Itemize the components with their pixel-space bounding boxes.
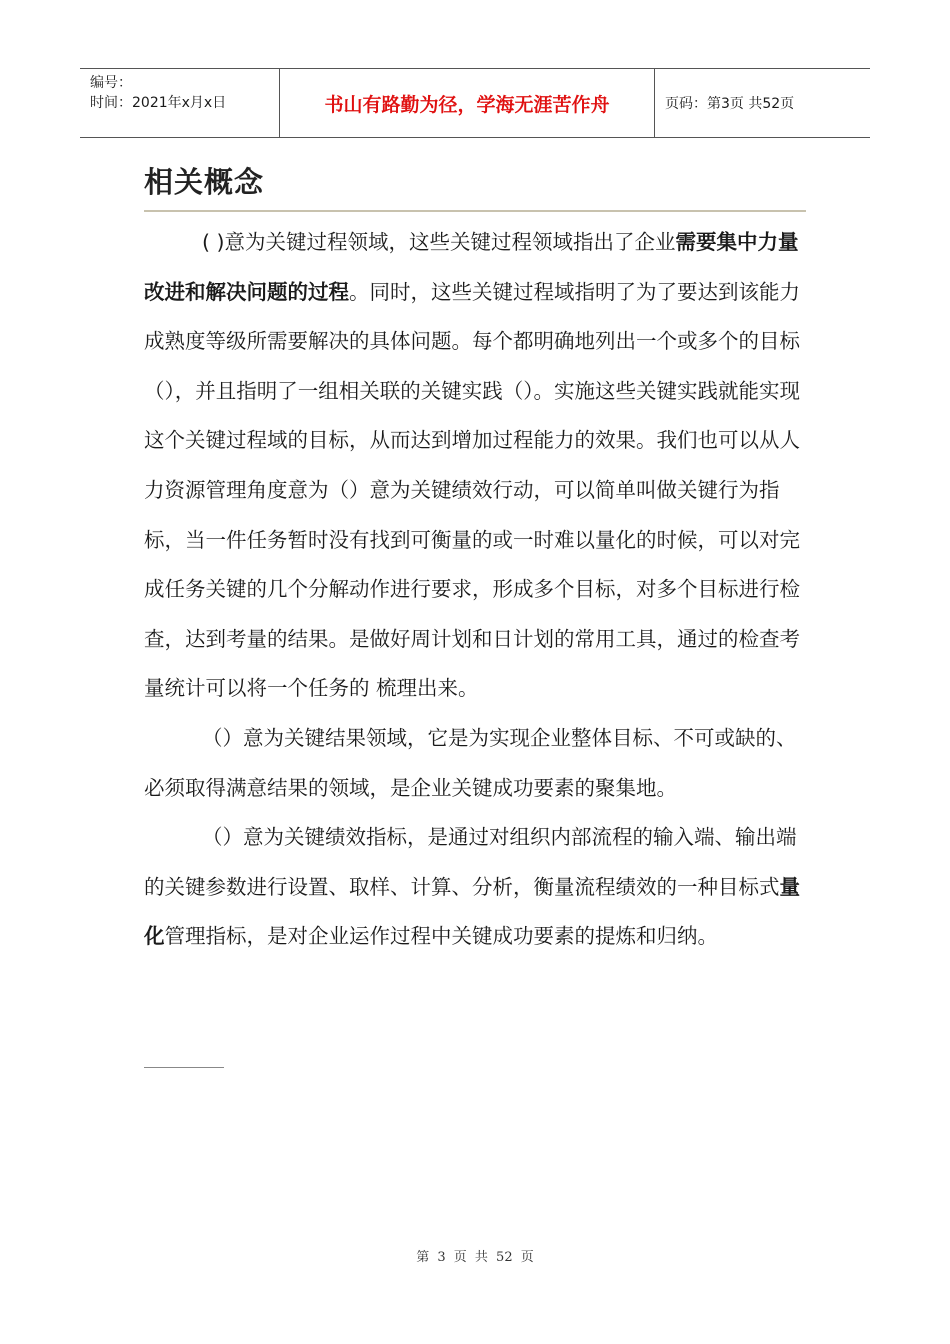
paragraph-3-bold: 量化 xyxy=(144,874,800,949)
paragraph-1 xyxy=(144,218,808,714)
header-page-info: 页码：第3页 共52页 xyxy=(665,96,795,112)
page-header xyxy=(80,68,870,138)
section-title: 相关概念 xyxy=(144,165,265,199)
document-number-label: 编号： xyxy=(90,75,132,91)
paragraph-2-text: （）意为关键结果领域，它是为实现企业整体目标、不可或缺的、必须取得满意结果的领域，是企业关键成功要素的聚集地。 xyxy=(144,725,797,800)
page-footer: 第 3 页 共 52 页 xyxy=(416,1250,534,1265)
header-motto: 书山有路勤为径，学海无涯苦作舟 xyxy=(280,69,655,137)
title-underline xyxy=(144,210,806,212)
paragraph-1-text-a: ( )意为关键过程领域，这些关键过程领域指出了企业 xyxy=(202,230,676,254)
footnote-separator xyxy=(144,1067,224,1068)
document-time: 时间：2021年x月x日 xyxy=(90,95,227,111)
header-meta xyxy=(80,69,280,137)
body-text xyxy=(144,218,808,962)
paragraph-3 xyxy=(144,813,808,962)
paragraph-2 xyxy=(144,714,808,813)
paragraph-1-bold: 需要集中力量改进和解决问题的过程 xyxy=(144,230,799,304)
paragraph-3-text-b: 管理指标，是对企业运作过程中关键成功要素的提炼和归纳。 xyxy=(164,924,718,949)
paragraph-3-text-a: （）意为关键绩效指标，是通过对组织内部流程的输入端、输出端的关键参数进行设置、取样、计算、分析，衡量流程绩效的一种目标式 xyxy=(144,825,797,899)
paragraph-1-text-b: 。同时，这些关键过程域指明了为了要达到该能力成熟度等级所需要解决的具体问题。每个都明确地列出一个或多个的目标（），并且指明了一组相关联的关键实践（）。实施这些关键实践就能实现这个关键过程域的目标，从而达到增加过程能力的效果。我们也可以从人力资源管理角度意为（）意为关键绩效行动，可以简单叫做关键行为指标，当一件任务暂时没有找到可衡量的或一时难以量化的时候，可以对完成任务关键的几个分解动作进行要求，形成多个目标，对多个目标进行检查，达到考量的结果。是做好周计划和日计划的常用工具，通过的检查考量统计可以将一个任务的 梳理出来。 xyxy=(144,279,800,701)
